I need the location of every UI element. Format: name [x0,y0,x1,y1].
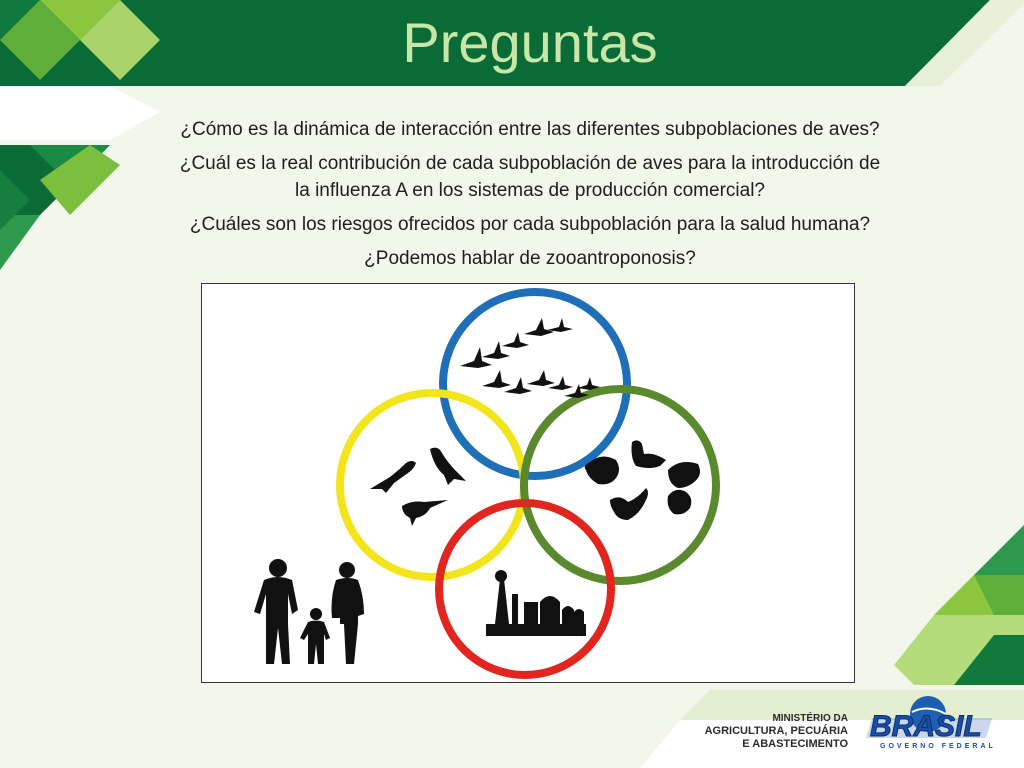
ministry-line-1: MINISTÉRIO DA [772,713,848,724]
question-2 [140,150,920,204]
question-1: ¿Cómo es la dinámica de interacción entre las diferentes subpoblaciones de aves? [180,119,880,140]
ministry-line-2: AGRICULTURA, PECUÁRIA [704,725,848,737]
wild-birds-flock-icon [460,318,600,398]
brasil-logo [862,690,1002,752]
question-2-line-2: la influenza A en los sistemas de producción comercial? [295,180,765,201]
venn-diagram [202,284,854,682]
brasil-logo-text: BRASIL [870,710,982,743]
questions-block [140,116,920,279]
songbirds-icon [370,448,466,526]
question-4: ¿Podemos hablar de zooantroponosis? [364,248,696,269]
circle-backyard-birds [340,393,524,577]
family-icon [254,559,364,664]
circle-commercial-farm [439,503,611,675]
ministry-label [700,712,848,751]
question-2-line-1: ¿Cuál es la real contribución de cada subpoblación de aves para la introducción de [179,153,881,174]
right-decoration [854,525,1024,695]
page-title: Preguntas [402,11,658,74]
brasil-logo-subtext: GOVERNO FEDERAL [880,743,996,750]
ministry-line-3: E ABASTECIMENTO [742,738,848,750]
question-3: ¿Cuáles son los riesgos ofrecidos por cada subpoblación para la salud humana? [189,214,871,235]
farm-icon [486,570,586,636]
venn-figure [201,283,855,683]
